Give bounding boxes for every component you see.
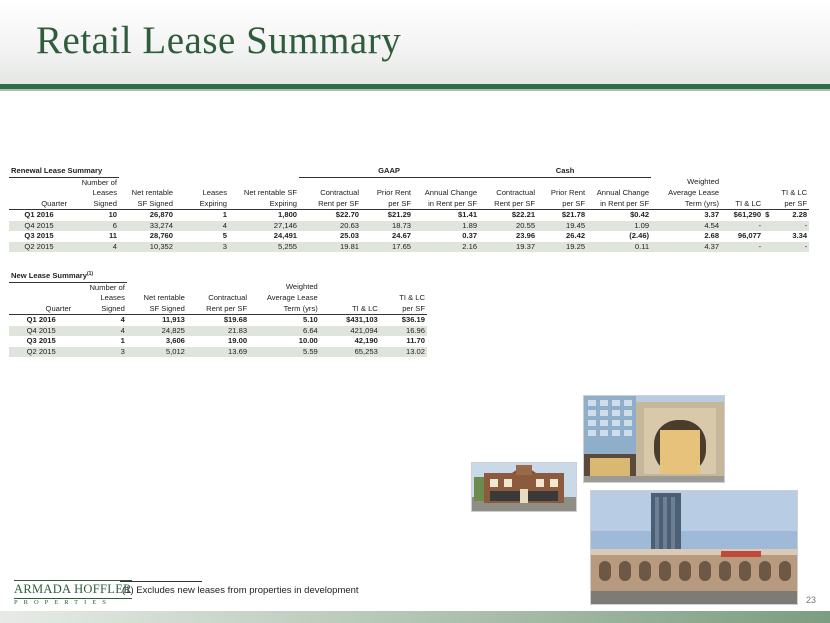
new-lease-header-row-3 xyxy=(9,304,427,315)
table-cell: 42,190 xyxy=(354,336,378,345)
header-cell: per SF xyxy=(380,304,427,315)
table-cell: $22.70 xyxy=(335,210,360,219)
logo-wordmark: ARMADA HOFFLER xyxy=(14,580,132,599)
new-lease-title: New Lease Summary xyxy=(11,271,87,280)
table-cell: 4.37 xyxy=(651,242,721,253)
header-cell: SF Signed xyxy=(119,199,175,210)
table-cell xyxy=(763,221,781,232)
header-cell: Prior Rent xyxy=(550,188,586,197)
table-cell: 0.11 xyxy=(587,242,651,253)
table-row xyxy=(9,315,427,326)
header-cell: Weighted xyxy=(687,177,720,187)
table-cell: Q2 2015 xyxy=(9,242,69,253)
table-cell: 4 xyxy=(175,221,229,232)
header-cell: in Rent per SF xyxy=(413,199,479,210)
table-cell: 5.10 xyxy=(303,315,318,324)
table-cell: Q3 2015 xyxy=(24,231,54,240)
table-cell: Q1 2016 xyxy=(24,210,54,219)
logo-subtext: PROPERTIES xyxy=(14,599,112,606)
table-cell: 19.45 xyxy=(537,221,587,232)
header-cell xyxy=(187,282,249,293)
header-cell: Number of xyxy=(81,177,118,187)
header-cell: Quarter xyxy=(9,199,69,210)
header-cell xyxy=(763,177,809,188)
header-cell xyxy=(175,177,229,188)
header-cell xyxy=(380,282,427,293)
table-cell xyxy=(763,242,781,253)
company-logo xyxy=(14,580,132,610)
table-cell: - xyxy=(781,242,809,253)
table-cell: 16.96 xyxy=(380,326,427,337)
table-cell: 5,255 xyxy=(229,242,299,253)
header-cell: Rent per SF xyxy=(479,199,537,210)
table-cell: Q3 2015 xyxy=(26,336,56,345)
table-cell: 1 xyxy=(120,336,125,345)
header-cell xyxy=(229,177,299,188)
table-cell: 19.00 xyxy=(228,336,248,345)
group-gaap: GAAP xyxy=(299,166,479,177)
table-cell: - xyxy=(721,242,763,253)
table-cell: 65,253 xyxy=(320,347,380,358)
table-cell: 1,800 xyxy=(278,210,298,219)
header-cell: Annual Change xyxy=(596,188,650,197)
footnote-marker: (1) xyxy=(86,271,94,277)
table-cell: 17.65 xyxy=(361,242,413,253)
table-cell: 18.73 xyxy=(361,221,413,232)
header-cell: Term (yrs) xyxy=(249,304,320,315)
footnote-rule xyxy=(120,581,202,582)
table-cell: 1.89 xyxy=(413,221,479,232)
header-cell: Average Lease xyxy=(668,188,720,197)
table-row xyxy=(9,210,809,221)
table-cell: 20.63 xyxy=(299,221,361,232)
group-cash: Cash xyxy=(479,166,651,177)
header-cell: Rent per SF xyxy=(299,199,361,210)
table-cell: 1.09 xyxy=(587,221,651,232)
property-photo-townhouse xyxy=(471,462,577,512)
header-cell xyxy=(361,177,413,188)
table-cell: $19.68 xyxy=(223,315,248,324)
table-row xyxy=(9,221,809,232)
table-cell xyxy=(763,231,781,242)
property-photo-storefront xyxy=(583,395,725,483)
table-cell: 2.28 xyxy=(792,210,808,219)
table-cell: 10 xyxy=(108,210,118,219)
header-cell: Term (yrs) xyxy=(651,199,721,210)
table-cell: 13.69 xyxy=(187,347,249,358)
new-lease-header-row-1 xyxy=(9,282,427,293)
table-cell: 2.68 xyxy=(704,231,720,240)
footnote: (1) Excludes new leases from properties in development xyxy=(122,585,359,596)
header-cell xyxy=(127,282,187,293)
table-cell: - xyxy=(721,221,763,232)
table-cell: 6.64 xyxy=(249,326,320,337)
table-row xyxy=(9,336,427,347)
table-cell: $22.21 xyxy=(511,210,536,219)
renewal-header-row-1 xyxy=(9,177,809,188)
header-cell: TI & LC xyxy=(399,293,425,302)
header-cell: TI & LC xyxy=(721,199,763,210)
renewal-title-row xyxy=(9,166,809,177)
header-cell: TI & LC xyxy=(320,304,380,315)
renewal-lease-table xyxy=(9,166,809,252)
table-cell: 19.81 xyxy=(299,242,361,253)
table-cell: 24,491 xyxy=(273,231,298,240)
table-cell: $36.19 xyxy=(401,315,425,324)
table-cell: Q4 2015 xyxy=(9,326,73,337)
header-cell: SF Signed xyxy=(127,304,187,315)
table-cell: 1 xyxy=(222,210,228,219)
table-cell: 10,352 xyxy=(119,242,175,253)
header-cell: Quarter xyxy=(9,304,73,315)
header-cell: per SF xyxy=(537,199,587,210)
renewal-header-row-2 xyxy=(9,188,809,199)
table-cell: $ xyxy=(765,210,770,219)
header-cell: Net rentable xyxy=(131,188,174,197)
header-cell: Annual Change xyxy=(424,188,478,197)
header-cell: Signed xyxy=(73,304,127,315)
header-cell: Number of xyxy=(89,282,125,292)
header-cell: Leases xyxy=(202,188,228,197)
table-cell: 5,012 xyxy=(127,347,187,358)
header-cell: Expiring xyxy=(175,199,229,210)
header-cell: Rent per SF xyxy=(187,304,249,315)
header-cell xyxy=(413,177,479,188)
header-rule-light xyxy=(0,89,830,91)
table-cell: Q4 2015 xyxy=(9,221,69,232)
table-cell: 96,077 xyxy=(737,231,762,240)
table-row xyxy=(9,242,809,253)
header-cell: per SF xyxy=(763,199,809,210)
header-cell: Net rentable SF xyxy=(243,188,298,197)
table-cell: $21.78 xyxy=(561,210,586,219)
header-cell: Contractual xyxy=(208,293,248,302)
header-cell: Contractual xyxy=(496,188,536,197)
table-cell: 26.42 xyxy=(566,231,586,240)
table-row xyxy=(9,347,427,358)
header-cell xyxy=(479,177,537,188)
table-row xyxy=(9,231,809,242)
table-cell: 21.83 xyxy=(187,326,249,337)
header-cell: Prior Rent xyxy=(376,188,412,197)
table-cell: 4 xyxy=(69,242,119,253)
table-cell: 23.96 xyxy=(516,231,536,240)
table-cell: 24,825 xyxy=(127,326,187,337)
table-cell: 0.37 xyxy=(462,231,478,240)
table-cell: 4.54 xyxy=(651,221,721,232)
header-cell xyxy=(721,188,763,199)
table-cell: 25.03 xyxy=(340,231,360,240)
table-cell: $21.29 xyxy=(387,210,412,219)
table-cell: 13.02 xyxy=(380,347,427,358)
table-cell: 4 xyxy=(73,326,127,337)
table-cell: 421,094 xyxy=(320,326,380,337)
new-lease-header-row-2 xyxy=(9,293,427,304)
table-cell: 3,606 xyxy=(165,336,185,345)
table-cell: 5 xyxy=(222,231,228,240)
renewal-title: Renewal Lease Summary xyxy=(9,166,119,177)
header-cell: Expiring xyxy=(229,199,299,210)
header-cell: in Rent per SF xyxy=(587,199,651,210)
header-cell: Net rentable xyxy=(143,293,185,302)
table-cell: $431,103 xyxy=(346,315,378,324)
renewal-header-row-3 xyxy=(9,199,809,210)
table-cell: 3.34 xyxy=(792,231,808,240)
table-cell: 19.37 xyxy=(479,242,537,253)
new-lease-title-row xyxy=(9,271,427,282)
table-cell: 2.16 xyxy=(413,242,479,253)
header-cell xyxy=(320,282,380,293)
table-cell: $61,290 xyxy=(733,210,762,219)
property-photo-tower xyxy=(590,490,798,605)
table-cell: - xyxy=(781,221,809,232)
table-cell: 5.59 xyxy=(249,347,320,358)
header-cell xyxy=(9,293,73,304)
table-cell: 3 xyxy=(73,347,127,358)
page-number: 23 xyxy=(806,595,817,605)
header-cell xyxy=(587,177,651,188)
table-cell: 4 xyxy=(120,315,125,324)
table-cell: Q2 2015 xyxy=(9,347,73,358)
header-cell xyxy=(119,177,175,188)
header-cell xyxy=(721,177,763,188)
header-cell: TI & LC xyxy=(781,188,808,197)
header-cell xyxy=(9,188,69,199)
header-cell: Average Lease xyxy=(266,293,318,302)
table-cell: 6 xyxy=(69,221,119,232)
table-cell: (2.46) xyxy=(629,231,650,240)
header-cell xyxy=(9,177,69,188)
table-cell: 3 xyxy=(175,242,229,253)
table-cell: 27,146 xyxy=(229,221,299,232)
footer-band xyxy=(0,611,830,623)
table-cell: Q1 2016 xyxy=(26,315,56,324)
header-cell xyxy=(9,282,73,293)
table-cell: 28,760 xyxy=(149,231,174,240)
header-cell: Leases xyxy=(100,293,125,302)
table-row xyxy=(9,326,427,337)
table-cell: 19.25 xyxy=(537,242,587,253)
header-cell: Weighted xyxy=(285,282,318,292)
new-lease-table xyxy=(9,271,427,357)
table-cell: $0.42 xyxy=(630,210,650,219)
table-cell: 11 xyxy=(108,231,118,240)
table-cell: 11.70 xyxy=(406,336,425,345)
table-cell: $1.41 xyxy=(458,210,478,219)
header-cell xyxy=(320,293,380,304)
table-cell: 26,870 xyxy=(149,210,174,219)
table-cell: 24.67 xyxy=(392,231,412,240)
header-cell xyxy=(299,177,361,188)
header-cell xyxy=(537,177,587,188)
table-cell: 11,913 xyxy=(162,315,185,324)
table-cell: 20.55 xyxy=(479,221,537,232)
header-cell: Signed xyxy=(69,199,119,210)
page-title: Retail Lease Summary xyxy=(36,19,402,62)
header-cell: per SF xyxy=(361,199,413,210)
table-cell: 10.00 xyxy=(298,336,318,345)
table-cell: 33,274 xyxy=(119,221,175,232)
header-cell: Leases xyxy=(92,188,118,197)
header-cell: Contractual xyxy=(320,188,360,197)
table-cell: 3.37 xyxy=(704,210,720,219)
